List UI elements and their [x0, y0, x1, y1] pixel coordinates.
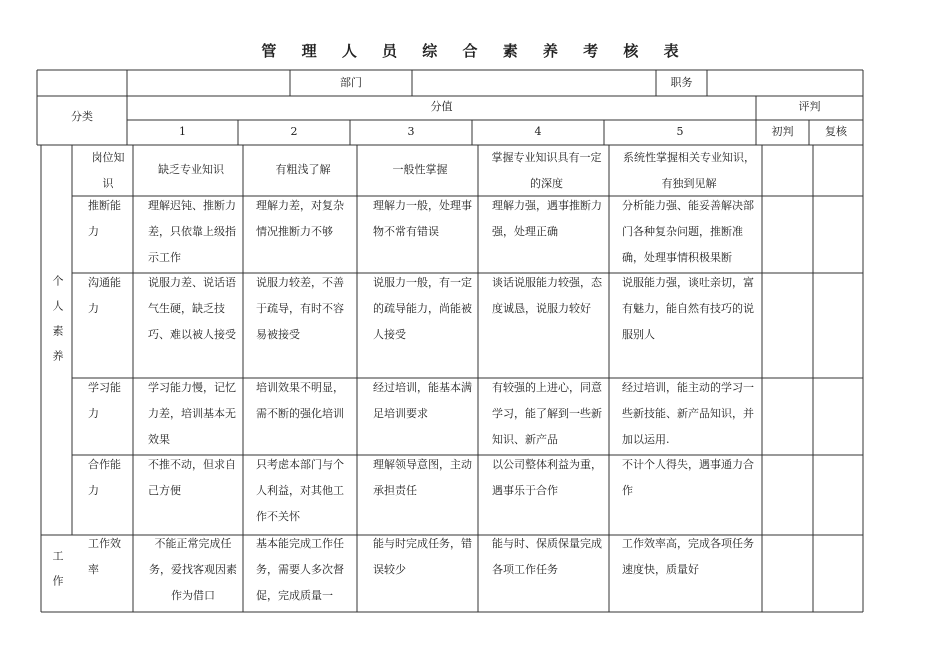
row-0-level-4: 掌握专业知识具有一定的深度 — [491, 151, 602, 190]
row-2-level-3: 说服力一般，有一定的疏导能力，尚能被人接受 — [373, 276, 472, 341]
row-3-level-5: 经过培训，能主动的学习一些新技能、新产品知识，并加以运用. — [622, 381, 754, 446]
item-cooperation: 合作能力 — [88, 458, 121, 497]
category-header: 分类 — [71, 110, 93, 123]
row-0-level-3: 一般性掌握 — [392, 163, 448, 176]
review-header: 复核 — [825, 125, 847, 138]
level-4-header: 4 — [534, 125, 542, 138]
item-judgment: 推断能力 — [88, 199, 121, 238]
row-3-level-4: 有较强的上进心，同意学习，能了解到一些新知识、新产品 — [492, 381, 602, 446]
row-3-level-3: 经过培训，能基本满足培训要求 — [373, 381, 472, 420]
row-5-level-5: 工作效率高，完成各项任务速度快，质量好 — [622, 537, 754, 576]
judge-header: 评判 — [798, 100, 821, 113]
row-4-level-1: 不推不动，但求自己方便 — [148, 458, 236, 497]
group-personal-label: 个人素养 — [51, 275, 64, 375]
row-2-level-1: 说服力差、说话语气生硬，缺乏技巧、难以被人接受 — [148, 276, 236, 341]
row-1-level-2: 理解力差，对复杂情况推断力不够 — [256, 199, 344, 238]
row-1-level-5: 分析能力强、能妥善解决部门各种复杂问题，推断准确，处理事情积极果断 — [622, 199, 754, 264]
row-1-level-1: 理解迟钝、推断力差，只依靠上级指示工作 — [148, 199, 236, 264]
row-3-level-1: 学习能力慢，记忆力差，培训基本无效果 — [148, 381, 236, 446]
level-5-header: 5 — [676, 125, 684, 138]
first-judge-header: 初判 — [771, 125, 794, 138]
score-header: 分值 — [430, 100, 453, 113]
item-learning: 学习能力 — [88, 381, 121, 420]
position-label: 职务 — [670, 76, 693, 89]
row-5-level-1: 不能正常完成任务，爱找客观因素作为借口 — [149, 537, 237, 602]
row-3-level-2: 培训效果不明显，需不断的强化培训 — [256, 381, 344, 420]
level-3-header: 3 — [407, 125, 415, 138]
row-0-level-5: 系统性掌握相关专业知识，有独到见解 — [623, 151, 755, 190]
row-4-level-2: 只考虑本部门与个人利益，对其他工作不关怀 — [256, 458, 344, 523]
department-label: 部门 — [340, 76, 362, 89]
row-4-level-5: 不计个人得失，遇事通力合作 — [622, 458, 754, 497]
row-5-level-4: 能与时、保质保量完成各项工作任务 — [492, 537, 602, 576]
level-2-header: 2 — [290, 125, 298, 138]
row-1-level-3: 理解力一般，处理事物不常有错误 — [373, 199, 472, 238]
row-0-level-2: 有粗浅了解 — [275, 163, 331, 176]
item-communication: 沟通能力 — [88, 276, 121, 315]
row-4-level-3: 理解领导意图，主动承担责任 — [373, 458, 472, 497]
row-2-level-2: 说服力较差，不善于疏导，有时不容易被接受 — [256, 276, 344, 341]
row-4-level-4: 以公司整体利益为重，遇事乐于合作 — [492, 458, 602, 497]
row-2-level-5: 说服能力强，谈吐亲切，富有魅力，能自然有技巧的说服别人 — [622, 276, 754, 341]
level-1-header: 1 — [179, 125, 186, 138]
row-5-level-3: 能与时完成任务，错误较少 — [373, 537, 472, 576]
item-job-knowledge: 岗位知识 — [91, 151, 125, 190]
row-1-level-4: 理解力强，遇事推断力强，处理正确 — [492, 199, 602, 238]
item-work-efficiency: 工作效率 — [88, 537, 121, 576]
row-0-level-1: 缺乏专业知识 — [158, 163, 224, 176]
group-work-label: 工作 — [51, 550, 64, 600]
row-5-level-2: 基本能完成工作任务，需要人多次督促，完成质量一 — [256, 537, 344, 602]
row-2-level-4: 谈话说服能力较强，态度诚恳，说服力较好 — [492, 276, 602, 315]
page-title: 管 理 人 员 综 合 素 养 考 核 表 — [261, 42, 689, 60]
